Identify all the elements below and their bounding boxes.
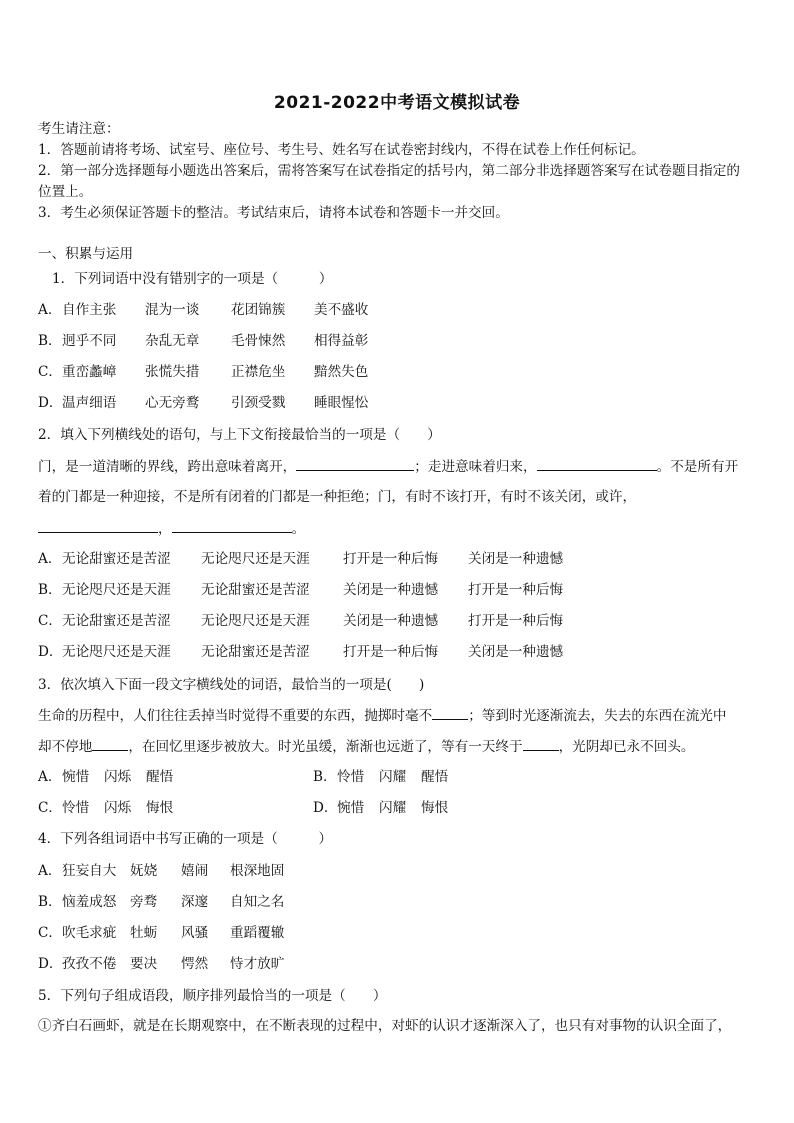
option-word: 吹毛求疵 [62,925,117,941]
option-word: 关闭是一种遗憾 [343,582,439,598]
option-word: 闪耀 [379,769,407,785]
option-word: 深邃 [181,894,209,910]
option-letter: B． [38,894,62,910]
q3-option-a[interactable] [38,767,174,787]
option-word: 悔恨 [421,800,449,816]
option-word: 打开是一种后悔 [468,582,564,598]
option-word: 怜惜 [337,769,365,785]
answer-blank[interactable] [172,518,292,533]
option-word: 恃才放旷 [230,956,285,972]
option-letter: B． [38,333,62,349]
option-word: 混为一谈 [145,302,200,318]
option-word: 关闭是一种遗憾 [468,551,564,567]
option-word: 杂乱无章 [145,333,200,349]
option-word: 张慌失措 [145,364,200,380]
q2-passage-line: 门，是一道清晰的界线，跨出意味着离开， ；走进意味着归来， 。不是所有开 [38,456,738,477]
option-letter: A． [38,302,62,318]
option-word: 根深地固 [230,863,285,879]
q3-passage-line: 却不停地 ，在回忆里逐步被放大。时光虽缓，渐渐也远逝了，等有一天终于 ，光阴却已永不回头。 [38,736,695,757]
option-word: 闪烁 [104,769,132,785]
q4-option-a[interactable] [38,861,285,881]
question-4-stem: 4．下列各组词语中书写正确的一项是（ ） [38,831,333,847]
q3-option-d[interactable] [313,798,449,818]
question-3-stem: 3．依次填入下面一段文字横线处的词语，最恰当的一项是( ) [38,677,425,693]
option-word: 惋惜 [62,769,90,785]
answer-blank[interactable] [296,456,414,471]
option-letter: C． [38,364,62,380]
option-letter: D． [38,644,63,660]
option-word: 打开是一种后悔 [468,613,564,629]
option-letter: D． [38,395,63,411]
option-word: 重峦蠡嶂 [62,364,117,380]
question-5-stem: 5．下列句子组成语段，顺序排列最恰当的一项是（ ） [38,988,387,1004]
answer-blank[interactable] [537,456,657,471]
option-word: 心无旁鹜 [145,395,200,411]
answer-blank[interactable] [523,736,559,751]
option-word: 嬉闹 [181,863,209,879]
q2-option-a[interactable] [38,549,564,569]
q1-option-d[interactable] [38,393,369,413]
option-word: 无论咫尺还是天涯 [201,551,310,567]
option-word: 无论甜蜜还是苦涩 [62,551,171,567]
option-word: 无论甜蜜还是苦涩 [201,582,310,598]
option-word: 美不盛收 [314,302,369,318]
q4-option-b[interactable] [38,892,285,912]
option-word: 关闭是一种遗憾 [343,613,439,629]
option-word: 迥乎不同 [62,333,117,349]
q3-option-b[interactable] [313,767,449,787]
option-letter: B． [313,769,337,785]
option-word: 无论咫尺还是天涯 [62,644,171,660]
answer-blank[interactable] [92,736,128,751]
page-title: 2021-2022中考语文模拟试卷 [273,93,521,113]
q1-option-a[interactable] [38,300,369,320]
question-1-stem: 1．下列词语中没有错别字的一项是（ ） [52,271,333,287]
option-word: 醒悟 [146,769,174,785]
option-word: 孜孜不倦 [62,956,117,972]
option-word: 悔恨 [146,800,174,816]
option-word: 关闭是一种遗憾 [468,644,564,660]
q2-option-d[interactable] [38,642,564,662]
answer-blank[interactable] [432,705,468,720]
notice-item: 1．答题前请将考场、试室号、座位号、考生号、姓名写在试卷密封线内，不得在试卷上作任何标记。 [38,142,645,158]
answer-blank[interactable] [38,518,158,533]
q1-option-b[interactable] [38,331,369,351]
option-word: 狂妄自大 [62,863,117,879]
option-letter: C． [38,800,62,816]
option-word: 睡眼惺忪 [314,395,369,411]
q3-passage-line: 生命的历程中，人们往往丢掉当时觉得不重要的东西，抛掷时毫不 ；等到时光逐渐流去，失去的东西在流光中 [38,705,727,726]
option-word: 打开是一种后悔 [343,551,439,567]
option-word: 愕然 [181,956,209,972]
notice-heading: 考生请注意： [38,121,120,137]
q4-option-c[interactable] [38,923,285,943]
option-word: 花团锦簇 [231,302,286,318]
option-word: 醒悟 [421,769,449,785]
section-heading: 一、积累与运用 [38,246,134,262]
option-word: 无论咫尺还是天涯 [62,582,171,598]
option-word: 要决 [130,956,158,972]
q2-passage-line: 着的门都是一种迎接，不是所有闭着的门都是一种拒绝；门，有时不该打开，有时不该关闭，或许， [38,489,637,505]
option-word: 正襟危坐 [231,364,286,380]
option-letter: D． [313,800,338,816]
option-letter: D． [38,956,63,972]
option-word: 恼羞成怒 [62,894,117,910]
option-word: 打开是一种后悔 [343,644,439,660]
option-word: 黯然失色 [314,364,369,380]
notice-item: 2．第一部分选择题每小题选出答案后，需将答案写在试卷指定的括号内，第二部分非选择题答案写在试卷题目指定的 [38,163,740,179]
option-letter: A． [38,769,62,785]
option-word: 怜惜 [62,800,90,816]
option-word: 自作主张 [62,302,117,318]
notice-item: 位置上。 [38,184,93,200]
q2-option-b[interactable] [38,580,564,600]
option-word: 毛骨悚然 [231,333,286,349]
q2-option-c[interactable] [38,611,564,631]
q3-option-c[interactable] [38,798,174,818]
option-letter: A． [38,551,62,567]
option-word: 无论甜蜜还是苦涩 [62,613,171,629]
notice-item: 3．考生必须保证答题卡的整洁。考试结束后，请将本试卷和答题卡一并交回。 [38,205,509,221]
option-word: 风骚 [181,925,209,941]
option-word: 相得益彰 [314,333,369,349]
q5-sentence: ①齐白石画虾，就是在长期观察中，在不断表现的过程中，对虾的认识才逐渐深入了，也只有对事物的认识全面了， [38,1018,732,1034]
q1-option-c[interactable] [38,362,369,382]
option-letter: B． [38,582,62,598]
q4-option-d[interactable] [38,954,285,974]
option-word: 妩娆 [130,863,158,879]
option-word: 无论甜蜜还是苦涩 [201,644,310,660]
option-word: 闪耀 [379,800,407,816]
option-word: 重蹈覆辙 [230,925,285,941]
option-word: 自知之名 [230,894,285,910]
q2-passage-line: ， 。 [38,518,305,539]
option-word: 温声细语 [62,395,117,411]
option-letter: A． [38,863,62,879]
option-word: 闪烁 [104,800,132,816]
option-word: 引颈受戮 [231,395,286,411]
question-2-stem: 2．填入下列横线处的语句，与上下文衔接最恰当的一项是（ ） [38,427,441,443]
option-letter: C． [38,925,62,941]
option-letter: C． [38,613,62,629]
option-word: 惋惜 [337,800,365,816]
option-word: 旁骛 [130,894,158,910]
option-word: 无论咫尺还是天涯 [201,613,310,629]
option-word: 牡蛎 [130,925,158,941]
